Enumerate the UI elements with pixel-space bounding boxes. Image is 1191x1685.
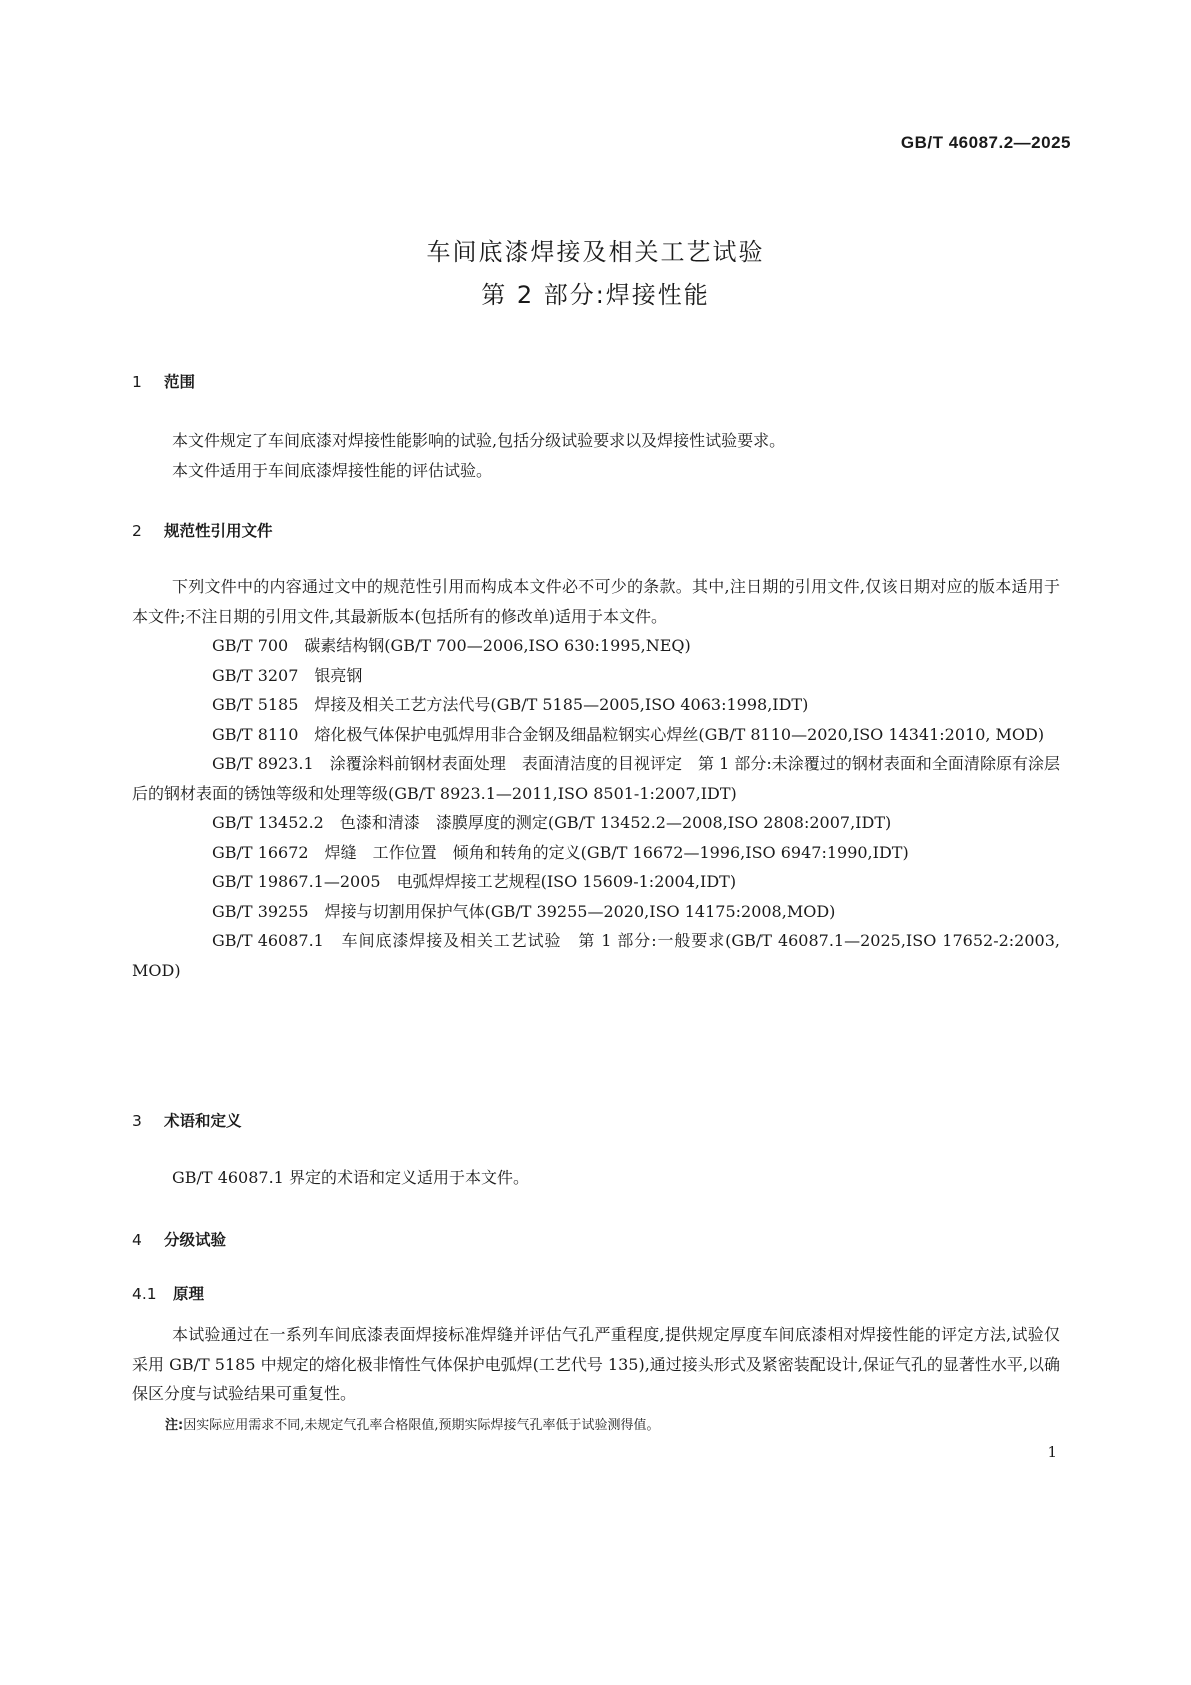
- section-number: 3: [132, 1112, 142, 1130]
- paragraph: 本文件适用于车间底漆焊接性能的评估试验。: [172, 460, 493, 480]
- section-body-scope: [132, 426, 1060, 485]
- section-body-terms: [132, 1163, 1060, 1193]
- reference-item: [132, 749, 1060, 808]
- page-number: 1: [1047, 1443, 1057, 1461]
- paragraph: 本文件规定了车间底漆对焊接性能影响的试验,包括分级试验要求以及焊接性试验要求。: [172, 431, 786, 450]
- reference-code: GB/T 8923.1: [212, 754, 314, 773]
- section-number: 4: [132, 1231, 142, 1249]
- paragraph: 下列文件中的内容通过文中的规范性引用而构成本文件必不可少的条款。其中,注日期的引用文件,仅该日期对应的版本适用于本文件;不注日期的引用文件,其最新版本(包括所有的修改单)适用于本文件。: [132, 577, 1060, 626]
- standard-code: GB/T 46087.2—2025: [900, 133, 1071, 152]
- section-body-normative-references: [132, 572, 1060, 985]
- reference-title: 银亮钢: [314, 665, 363, 685]
- reference-code: GB/T 3207: [212, 665, 299, 685]
- reference-code: GB/T 19867.1—2005: [212, 872, 381, 891]
- section-number: 1: [132, 373, 142, 391]
- subsection-number: 4.1: [132, 1285, 157, 1303]
- section-title: 术语和定义: [164, 1112, 242, 1130]
- section-title: 规范性引用文件: [164, 522, 273, 540]
- subsection-heading-principle: [132, 1282, 204, 1304]
- reference-title: 涂覆涂料前钢材表面处理 表面清洁度的目视评定 第 1 部分:未涂覆过的钢材表面和全面清除原有涂层后的钢材表面的锈蚀等级和处理等级(GB/T 8923.1—2011,ISO 8501-1:2007,IDT): [132, 754, 1060, 803]
- reference-code: GB/T 5185: [212, 695, 299, 714]
- section-title: 范围: [164, 373, 196, 391]
- reference-item: [132, 897, 1060, 927]
- reference-code: GB/T 39255: [212, 901, 309, 921]
- section-title: 分级试验: [164, 1231, 227, 1249]
- reference-title: 焊接与切割用保护气体(GB/T 39255—2020,ISO 14175:2008,MOD): [324, 901, 836, 921]
- section-heading-scope: [132, 370, 195, 392]
- section-heading-terms: [132, 1109, 242, 1131]
- reference-item: [132, 808, 1060, 838]
- subsection-title: 原理: [173, 1285, 205, 1303]
- reference-title: 车间底漆焊接及相关工艺试验 第 1 部分:一般要求(GB/T 46087.1—2025,ISO 17652-2:2003, MOD): [132, 931, 1060, 980]
- section-heading-normative-references: [132, 519, 273, 541]
- reference-code: GB/T 46087.1: [212, 931, 324, 950]
- note: [165, 1414, 659, 1433]
- reference-item: [132, 690, 1060, 720]
- reference-item: [132, 838, 1060, 868]
- section-number: 2: [132, 522, 142, 540]
- reference-item: [132, 867, 1060, 897]
- note-label: 注:: [165, 1418, 184, 1433]
- section-body-principle: [132, 1320, 1060, 1409]
- reference-title: 碳素结构钢(GB/T 700—2006,ISO 630:1995,NEQ): [304, 636, 691, 655]
- reference-title: 焊接及相关工艺方法代号(GB/T 5185—2005,ISO 4063:1998,IDT): [314, 695, 809, 714]
- reference-title: 熔化极气体保护电弧焊用非合金钢及细晶粒钢实心焊丝(GB/T 8110—2020,ISO 14341:2010, MOD): [314, 724, 1045, 744]
- document-title: 车间底漆焊接及相关工艺试验: [426, 238, 765, 266]
- reference-item: [132, 631, 1060, 661]
- reference-item: [132, 926, 1060, 985]
- section-heading-grading-test: [132, 1228, 226, 1250]
- reference-title: 色漆和清漆 漆膜厚度的测定(GB/T 13452.2—2008,ISO 2808:2007,IDT): [339, 813, 892, 832]
- reference-code: GB/T 13452.2: [212, 813, 324, 832]
- reference-title: 电弧焊焊接工艺规程(ISO 15609-1:2004,IDT): [396, 872, 737, 891]
- reference-code: GB/T 16672: [212, 842, 309, 862]
- document-subtitle: 第 2 部分:焊接性能: [481, 281, 710, 309]
- reference-item: [132, 720, 1060, 750]
- reference-code: GB/T 8110: [212, 724, 299, 744]
- reference-title: 焊缝 工作位置 倾角和转角的定义(GB/T 16672—1996,ISO 6947:1990,IDT): [324, 842, 909, 862]
- paragraph: 本试验通过在一系列车间底漆表面焊接标准焊缝并评估气孔严重程度,提供规定厚度车间底漆相对焊接性能的评定方法,试验仅采用 GB/T 5185 中规定的熔化极非惰性气体保护电弧焊(工艺代号 135),通过接头形式及紧密装配设计,保证气孔的显著性水平,以确保区分度与试验结果可重复性。: [132, 1325, 1060, 1403]
- reference-code: GB/T 700: [212, 636, 289, 655]
- paragraph: GB/T 46087.1 界定的术语和定义适用于本文件。: [172, 1168, 529, 1187]
- note-text: 因实际应用需求不同,未规定气孔率合格限值,预期实际焊接气孔率低于试验测得值。: [183, 1418, 660, 1433]
- reference-item: [132, 661, 1060, 691]
